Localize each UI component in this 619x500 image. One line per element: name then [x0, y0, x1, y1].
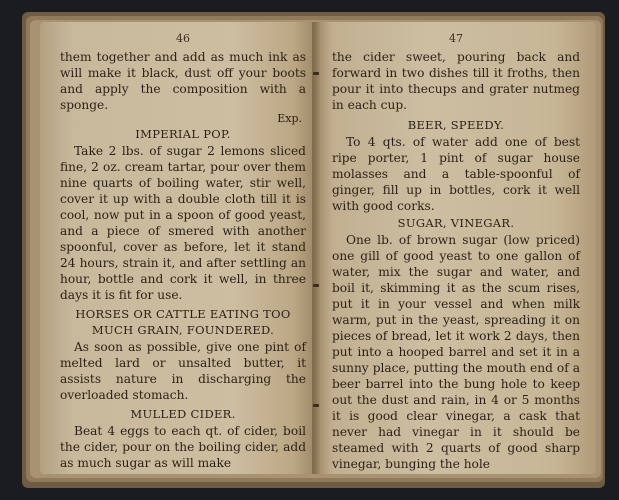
binding-stitch: [313, 72, 319, 75]
section-body: To 4 qts. of water add one of best ripe porter, 1 pint of sugar house molasses and a table-spoonful of ginger, fill up in bottles, cork it well with good corks.: [332, 135, 580, 213]
left-page: [40, 22, 316, 474]
binding-stitch: [313, 284, 319, 287]
section-heading: BEER, SPEEDY.: [407, 118, 505, 132]
carryover-text: them together and add as much ink as will make it black, dust off your boots and apply the composition with a sponge.: [60, 50, 306, 112]
right-page: [316, 22, 596, 474]
carryover-text: the cider sweet, pouring back and forward in two dishes till it froths, then pour it into thecups and grater nutmeg in each cup.: [332, 50, 580, 112]
section-body: Beat 4 eggs to each qt. of cider, boil the cider, pour on the boiling cider, add as much sugar as will make: [60, 424, 306, 470]
page-number: 47: [449, 32, 463, 45]
page-number: 46: [176, 32, 190, 45]
section-heading: HORSES OR CATTLE EATING TOO MUCH GRAIN, FOUNDERED.: [75, 307, 291, 337]
section-body: Take 2 lbs. of sugar 2 lemons sliced fine, 2 oz. cream tartar, pour over them nine quarts of boiling water, stir well, cover it up with a double cloth till it is cool, now put in a spoon of good yeast, and a piece of smered with another spoonful, cover as before, let it stand 24 hours, strain it, and after settling an hour, bottle and cork it well, in three days it is fit for use.: [60, 144, 306, 302]
section-heading: IMPERIAL POP.: [135, 127, 231, 141]
section-body: As soon as possible, give one pint of melted lard or unsalted butter, it assists nature in discharging the overloaded stomach.: [60, 340, 306, 402]
section-body: One lb. of brown sugar (low priced) one gill of good yeast to one gallon of water, mix the sugar and water, and boil it, skimming it as the scum rises, put it in your vessel and when milk warm, put in the yeast, spreading it on pieces of bread, let it work 2 days, then put into a hooped barrel and set it in a sunny place, putting the mouth end of a beer barrel into the bung hole to keep out the dust and rain, in 4 or 5 months it is good clear vinegar, a cask that never had vinegar in it should be steamed with 2 quarts of good sharp vinegar, bunging the hole: [332, 233, 580, 471]
carryover-note: Exp.: [277, 112, 302, 125]
section-heading: MULLED CIDER.: [130, 407, 236, 421]
binding-stitch: [313, 404, 319, 407]
section-heading: SUGAR, VINEGAR.: [397, 216, 515, 230]
